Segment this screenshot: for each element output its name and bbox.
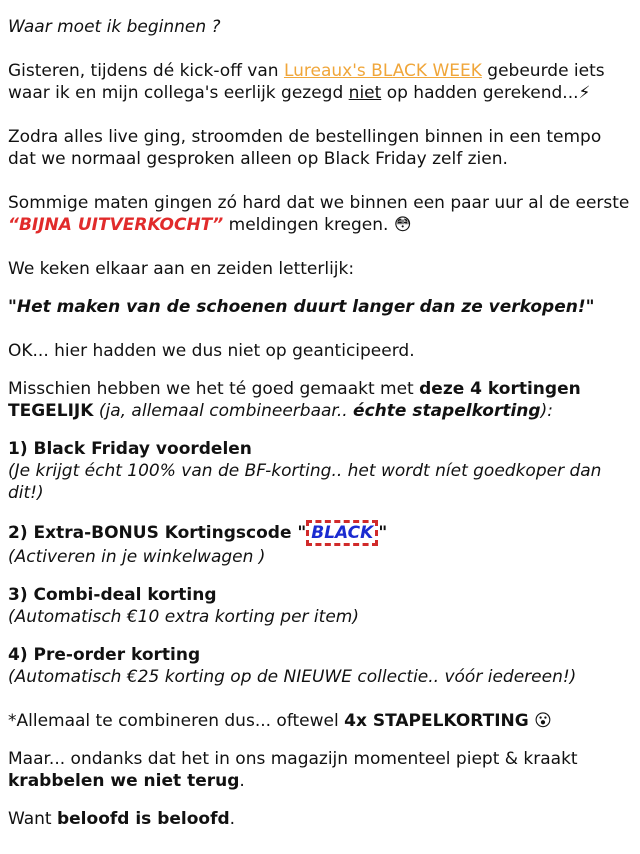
kickoff-text-end: op hadden gerekend...⚡	[381, 83, 591, 103]
warehouse-bold: krabbelen we niet terug	[8, 771, 240, 791]
warehouse-text-start: Maar... ondanks dat het in ons magazijn momenteel piept & kraakt	[8, 749, 578, 769]
paragraph-kickoff	[8, 60, 632, 104]
discounts-intro-start: Misschien hebben we het té goed gemaakt met	[8, 379, 420, 399]
sold-out-text-end: meldingen kregen. 😳	[223, 215, 412, 235]
discount-code-black[interactable]: BLACK	[306, 520, 378, 546]
sold-out-text-start: Sommige maten gingen zó hard dat we binnen een paar uur al de eerste	[8, 193, 630, 213]
discount-title-end: "	[378, 523, 388, 543]
discount-note: (Automatisch €10 extra korting per item)	[8, 607, 359, 627]
paragraph-anticipated: OK... hier hadden we dus niet op geanticipeerd.	[8, 341, 415, 361]
paragraph-stapelkorting	[8, 710, 632, 732]
paragraph-discounts-intro	[8, 378, 632, 422]
discount-item-1	[8, 438, 632, 504]
paragraph-sold-out	[8, 192, 632, 236]
stapel-text-start: *Allemaal te combineren dus... oftewel	[8, 711, 345, 731]
paragraph-promise	[8, 808, 632, 830]
promise-text-start: Want	[8, 809, 57, 829]
discount-title-start: 2) Extra-BONUS Kortingscode "	[8, 523, 307, 543]
black-week-link[interactable]: Lureaux's BLACK WEEK	[283, 61, 482, 81]
discounts-intro-end: ):	[540, 401, 553, 421]
paragraph-orders: Zodra alles live ging, stroomden de bestellingen binnen in een tempo dat we normaal gesproken alleen op Black Friday zelf zien.	[8, 127, 602, 169]
quote-text: "Het maken van de schoenen duurt langer dan ze verkopen!"	[8, 297, 595, 317]
paragraph-looked: We keken elkaar aan en zeiden letterlijk:	[8, 259, 355, 279]
intro-heading: Waar moet ik beginnen ?	[8, 17, 221, 37]
discounts-intro-bold: deze 4 kortingen TEGELIJK	[8, 379, 581, 421]
warehouse-text-end: .	[239, 771, 245, 791]
discount-title: 4) Pre-order korting	[8, 645, 201, 665]
kickoff-text-start: Gisteren, tijdens dé kick-off van	[8, 61, 284, 81]
discounts-intro-italic: (ja, allemaal combineerbaar..	[98, 401, 354, 421]
discount-note: (Activeren in je winkelwagen )	[8, 547, 266, 567]
promise-bold: beloofd is beloofd	[56, 809, 230, 829]
discount-item-4	[8, 644, 632, 688]
discount-title: 1) Black Friday voordelen	[8, 439, 252, 459]
discounts-intro-bold-italic: échte stapelkorting	[353, 401, 541, 421]
sold-out-highlight: “BIJNA UITVERKOCHT”	[8, 215, 224, 235]
discount-title: 3) Combi-deal korting	[8, 585, 217, 605]
discount-item-2	[8, 520, 632, 568]
stapel-bold: 4x STAPELKORTING	[344, 711, 529, 731]
paragraph-warehouse	[8, 748, 632, 792]
discount-note: (Automatisch €25 korting op de NIEUWE collectie.. vóór iedereen!)	[8, 667, 577, 687]
stapel-text-end: 😮	[528, 711, 552, 731]
discount-title	[8, 520, 632, 546]
promise-text-end: .	[229, 809, 236, 829]
underlined-niet: niet	[348, 83, 382, 103]
discount-item-3	[8, 584, 632, 628]
kickoff-text-mid: gebeurde iets waar ik en mijn collega's eerlijk gezegd	[8, 61, 605, 103]
discount-note: (Je krijgt écht 100% van de BF-korting.. het wordt níet goedkoper dan dit!)	[8, 461, 602, 503]
